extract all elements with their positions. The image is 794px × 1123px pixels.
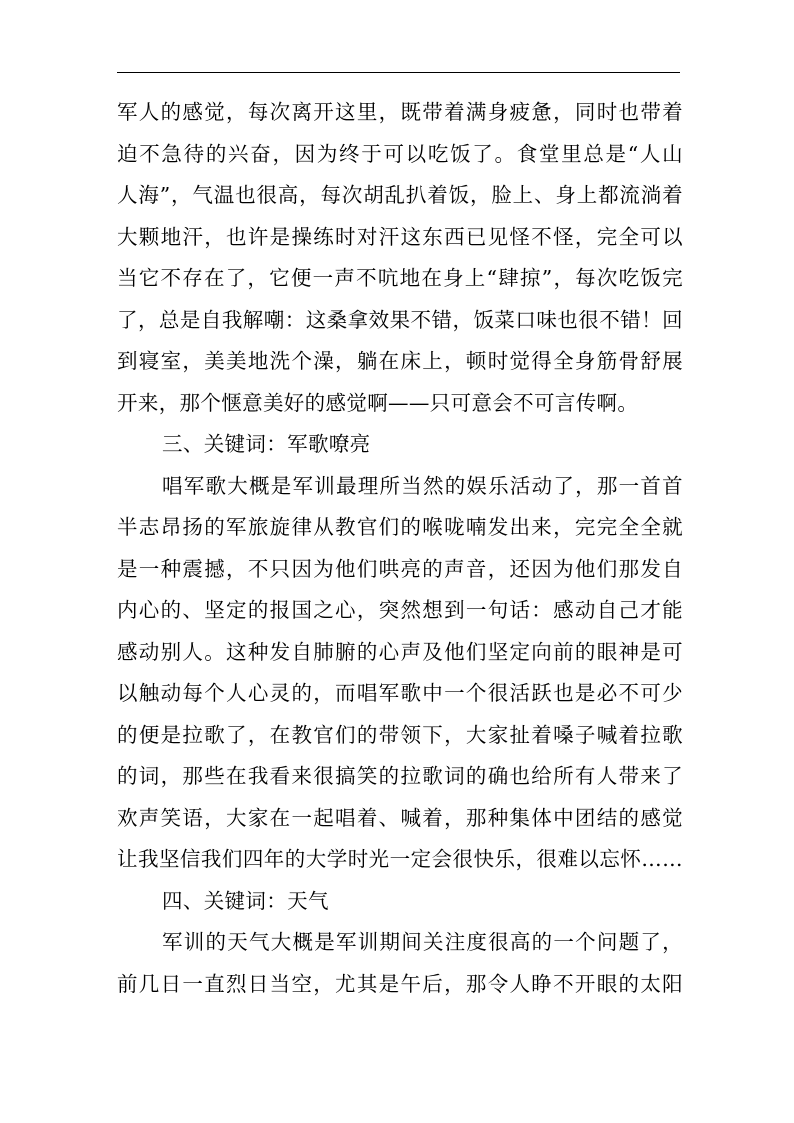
body-text: [117, 92, 683, 1005]
paragraph-line: 以触动每个人心灵的，而唱军歌中一个很活跃也是必不可少: [117, 681, 683, 705]
paragraph-line: 迫不急待的兴奋，因为终于可以吃饭了。食堂里总是“人山: [117, 141, 683, 166]
paragraph-line: 前几日一直烈日当空，尤其是午后，那令人睁不开眼的太阳: [117, 971, 683, 996]
paragraph-line: 大颗地汗，也许是操练时对汗这东西已见怪不怪，完全可以: [117, 224, 683, 249]
paragraph-line: 半志昂扬的军旅旋律从教官们的喉咙喃发出来，完完全全就: [117, 515, 683, 539]
paragraph-line: 内心的、坚定的报国之心，突然想到一句话：感动自己才能: [117, 598, 683, 622]
paragraph-line: 是一种震撼，不只因为他们哄亮的声音，还因为他们那发自: [117, 556, 683, 581]
header-rule: [117, 72, 680, 73]
paragraph-line: 的便是拉歌了，在教官们的带领下，大家扯着嗓子喊着拉歌: [117, 722, 683, 747]
paragraph-line: 感动别人。这种发自肺腑的心声及他们坚定向前的眼神是可: [117, 639, 683, 664]
paragraph-line: 唱军歌大概是军训最理所当然的娱乐活动了，那一首首: [162, 473, 683, 498]
paragraph-line: 军人的感觉，每次离开这里，既带着满身疲惫，同时也带着: [117, 100, 683, 124]
paragraph-line: 当它不存在了，它便一声不吭地在身上“肆掠”，每次吃饭完: [117, 266, 683, 290]
paragraph-line: 了，总是自我解嘲：这桑拿效果不错，饭菜口味也很不错！回: [117, 307, 683, 332]
section-heading: 四、关键词：天气: [162, 888, 329, 913]
paragraph-line: 人海”，气温也很高，每次胡乱扒着饭，脸上、身上都流淌着: [117, 183, 683, 207]
paragraph-line: 开来，那个惬意美好的感觉啊——只可意会不可言传啊。: [117, 390, 639, 415]
paragraph-line: 的词，那些在我看来很搞笑的拉歌词的确也给所有人带来了: [117, 764, 683, 788]
paragraph-line: 到寝室，美美地洗个澡，躺在床上，顿时觉得全身筋骨舒展: [117, 349, 683, 373]
paragraph-line: 欢声笑语，大家在一起唱着、喊着，那种集体中团结的感觉: [117, 805, 683, 830]
paragraph-line: 让我坚信我们四年的大学时光一定会很快乐，很难以忘怀……: [117, 847, 683, 871]
section-heading: 三、关键词：军歌嘹亮: [162, 432, 371, 456]
paragraph-line: 军训的天气大概是军训期间关注度很高的一个问题了，: [162, 930, 683, 954]
